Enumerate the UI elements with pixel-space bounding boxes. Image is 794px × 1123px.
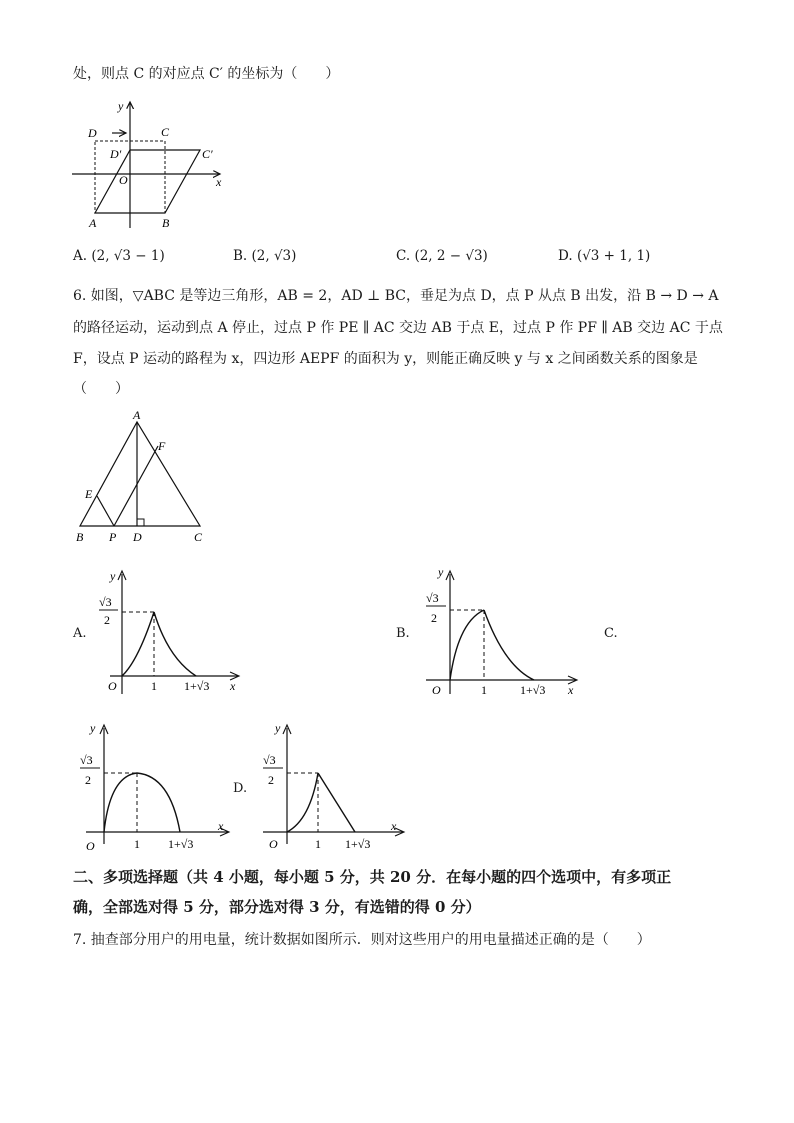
svg-text:C: C	[161, 125, 170, 139]
segment-PF	[114, 446, 158, 526]
svg-text:D: D	[133, 530, 142, 544]
right-angle-mark	[137, 519, 144, 526]
curve-rise	[450, 610, 484, 680]
svg-text:1+√3: 1+√3	[345, 837, 371, 851]
svg-text:y: y	[110, 569, 116, 583]
svg-text:O: O	[86, 839, 95, 853]
q6-stem-line1: 6. 如图，▽ABC 是等边三角形，AB = 2，AD ⊥ BC，垂足为点 D，点 P 从点 B 出发，沿 B → D → A	[73, 288, 719, 304]
svg-text:A: A	[89, 216, 97, 230]
section2-heading-line2: 确，全部选对得 5 分，部分选对得 3 分，有选错的得 0 分）	[73, 898, 481, 916]
q6-graph-a[interactable]	[88, 566, 248, 701]
curve-fall	[137, 773, 180, 832]
q6-stem-line3: F，设点 P 运动的路程为 x，四边形 AEPF 的面积为 y，则能正确反映 y 与 x 之间函数关系的图象是	[73, 351, 698, 367]
svg-text:C′: C′	[202, 147, 213, 161]
q6-option-c-label[interactable]: C.	[604, 626, 618, 641]
svg-text:y: y	[275, 721, 281, 735]
q6-graph-c[interactable]	[78, 720, 233, 855]
svg-text:B: B	[162, 216, 170, 230]
svg-text:2: 2	[104, 613, 110, 627]
q6-option-b-label[interactable]: B.	[396, 626, 410, 641]
svg-text:√3: √3	[426, 591, 439, 605]
svg-text:C: C	[194, 530, 203, 544]
triangle-ABC	[80, 422, 200, 526]
curve-fall	[484, 610, 534, 680]
line-fall	[318, 773, 355, 832]
q5-option-c[interactable]: C. (2, 2 − √3)	[396, 248, 488, 264]
q6-graph-b[interactable]	[416, 566, 586, 701]
q5-stem: 处，则点 C 的对应点 C′ 的坐标为（ ）	[73, 66, 340, 82]
svg-text:E: E	[85, 487, 93, 501]
svg-text:1: 1	[315, 837, 321, 851]
svg-text:P: P	[109, 530, 117, 544]
curve-rise	[104, 773, 137, 832]
q5-parallelogram-figure	[70, 96, 230, 232]
svg-text:√3: √3	[99, 595, 112, 609]
q5-option-a[interactable]: A. (2, √3 − 1)	[73, 248, 165, 264]
svg-text:1+√3: 1+√3	[520, 683, 546, 697]
q6-triangle-figure	[70, 408, 220, 546]
q6-option-a-label[interactable]: A.	[73, 626, 87, 641]
svg-text:1: 1	[481, 683, 487, 697]
svg-text:O: O	[269, 837, 278, 851]
svg-text:B: B	[76, 530, 84, 544]
svg-text:1+√3: 1+√3	[184, 679, 210, 693]
svg-text:x: x	[391, 819, 397, 833]
svg-text:O: O	[432, 683, 441, 697]
svg-text:O: O	[119, 173, 128, 187]
svg-text:2: 2	[431, 611, 437, 625]
svg-text:x: x	[230, 679, 236, 693]
svg-text:1+√3: 1+√3	[168, 837, 194, 851]
svg-text:x: x	[216, 175, 222, 189]
svg-text:O: O	[108, 679, 117, 693]
svg-text:2: 2	[268, 773, 274, 787]
svg-text:D: D	[88, 126, 97, 140]
svg-text:1: 1	[134, 837, 140, 851]
svg-text:√3: √3	[80, 753, 93, 767]
svg-text:x: x	[568, 683, 574, 697]
svg-text:y: y	[118, 99, 124, 113]
svg-text:y: y	[438, 566, 444, 579]
svg-text:x: x	[218, 819, 224, 833]
q6-stem-line4: （ ）	[73, 381, 129, 397]
svg-text:√3: √3	[263, 753, 276, 767]
curve-rise	[287, 773, 318, 832]
curve-rise	[122, 612, 154, 676]
svg-text:1: 1	[151, 679, 157, 693]
svg-text:A: A	[133, 408, 141, 422]
q5-option-b[interactable]: B. (2, √3)	[233, 248, 297, 264]
svg-text:y: y	[90, 721, 96, 735]
q5-option-d[interactable]: D. (√3 + 1, 1)	[558, 248, 651, 264]
q7-stem: 7. 抽查部分用户的用电量，统计数据如图所示．则对这些用户的用电量描述正确的是（ ）	[73, 932, 651, 948]
section2-heading-line1: 二、多项选择题（共 4 小题，每小题 5 分，共 20 分．在每小题的四个选项中，有多项正	[73, 868, 672, 886]
svg-text:2: 2	[85, 773, 91, 787]
segment-PE	[97, 496, 114, 526]
q6-graph-d[interactable]	[255, 720, 410, 855]
q6-option-d-label[interactable]: D.	[233, 781, 248, 796]
curve-fall	[154, 612, 196, 676]
q6-stem-line2: 的路径运动，运动到点 A 停止，过点 P 作 PE ∥ AC 交边 AB 于点 E，过点 P 作 PF ∥ AB 交边 AC 于点	[73, 320, 723, 336]
svg-text:D′: D′	[110, 147, 122, 161]
svg-text:F: F	[158, 439, 166, 453]
